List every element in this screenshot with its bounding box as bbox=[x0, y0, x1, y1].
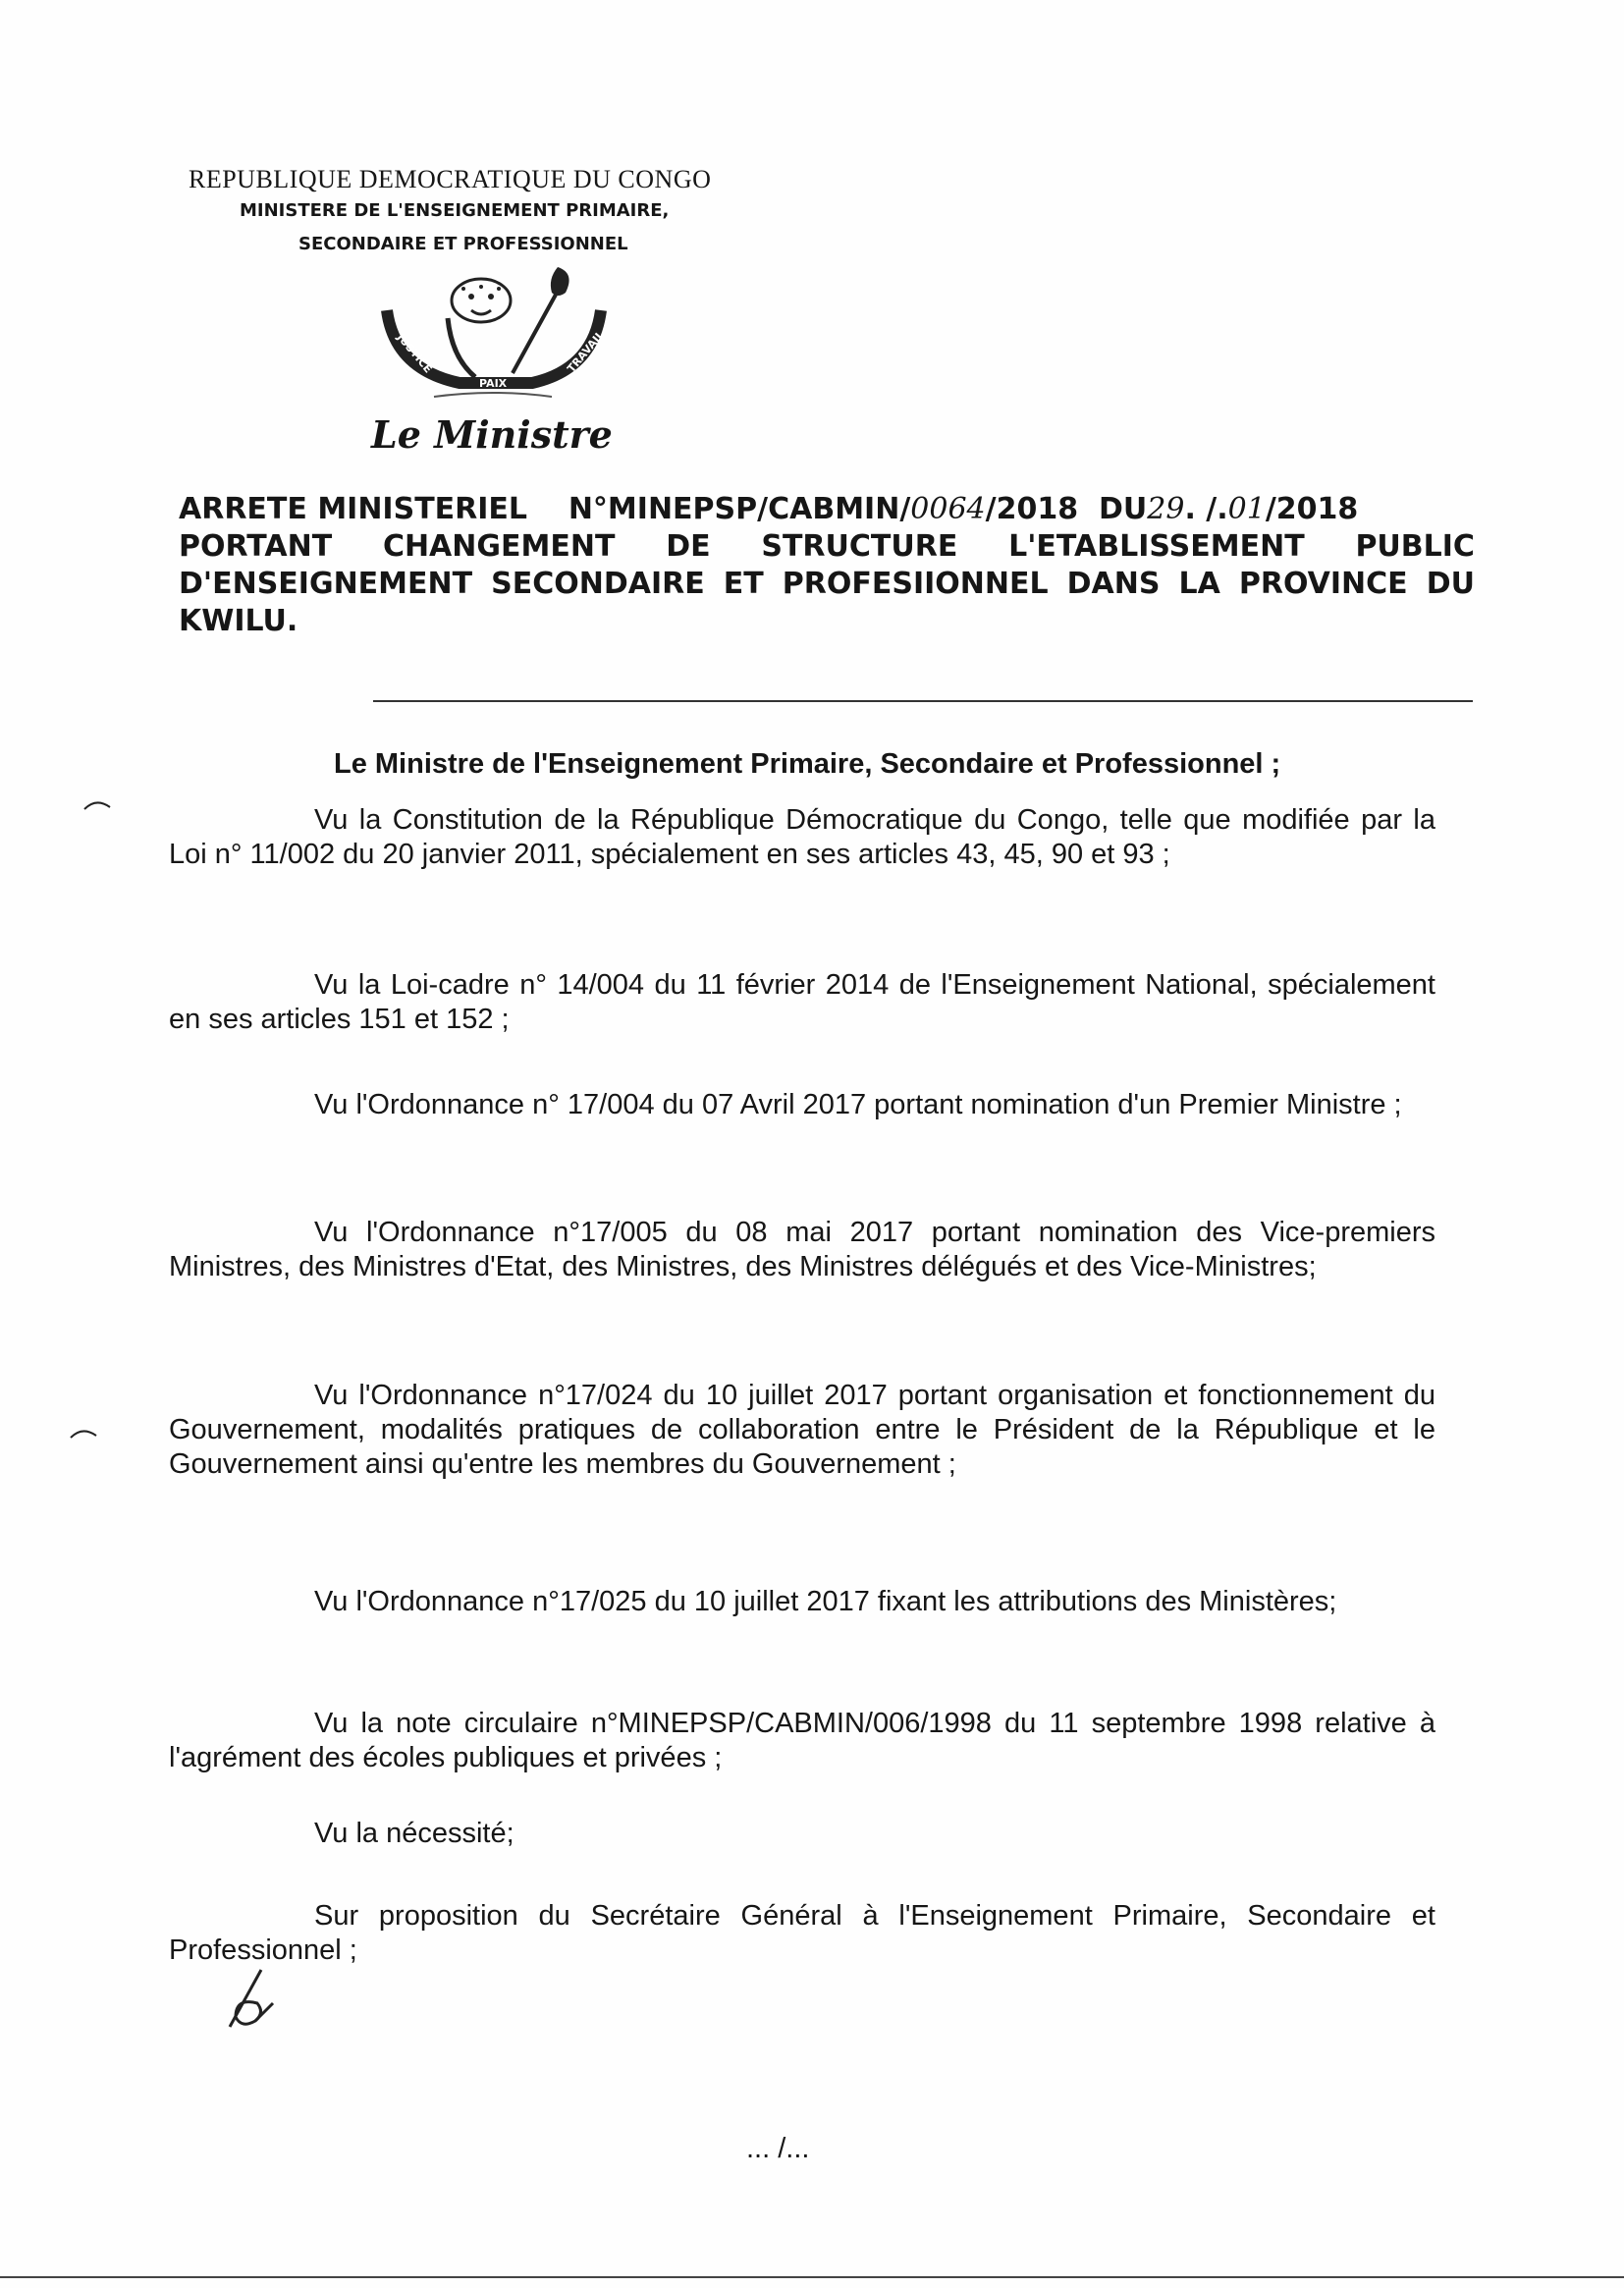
title-word: LA bbox=[1178, 567, 1220, 601]
title-decree-type: ARRETE MINISTERIEL bbox=[179, 492, 528, 526]
title-word: DE bbox=[666, 529, 711, 564]
emblem-motto-right: TRAVAIL bbox=[565, 328, 608, 375]
emblem-motto-center: PAIX bbox=[479, 377, 508, 390]
ministry-heading-line2: SECONDAIRE ET PROFESSIONNEL bbox=[298, 234, 628, 254]
consideration-paragraph: Vu la note circulaire n°MINEPSP/CABMIN/006/1998 du 11 septembre 1998 relative à l'agrément des écoles publiques et privées ; bbox=[169, 1708, 1435, 1773]
title-line-3 bbox=[179, 566, 1475, 603]
page-continuation: ... /... bbox=[746, 2133, 810, 2164]
title-year: /2018 bbox=[985, 492, 1079, 526]
title-divider bbox=[373, 700, 1473, 702]
consideration-paragraph: Vu la Constitution de la République Démocratique du Congo, telle que modifiée par la Loi n° 11/002 du 20 janvier 2011, spécialement en ses articles 43, 45, 90 et 93 ; bbox=[169, 804, 1435, 870]
title-word: DANS bbox=[1066, 567, 1161, 601]
ministry-heading-line1: MINISTERE DE L'ENSEIGNEMENT PRIMAIRE, bbox=[240, 200, 670, 221]
page-bottom-edge bbox=[0, 2276, 1624, 2278]
title-line-4: KWILU. bbox=[179, 604, 298, 638]
title-word: ET bbox=[723, 567, 764, 601]
title-date-month: 01 bbox=[1227, 492, 1266, 526]
consideration-paragraph: Vu la nécessité; bbox=[314, 1818, 514, 1849]
signatory-heading: Le Ministre bbox=[371, 412, 613, 457]
title-number-handwritten: 0064 bbox=[910, 492, 986, 526]
title-ref-prefix: N°MINEPSP/CABMIN/ bbox=[568, 492, 911, 526]
margin-mark-icon bbox=[82, 797, 112, 811]
consideration-paragraph: Vu la Loi-cadre n° 14/004 du 11 février 2014 de l'Enseignement National, spécialement en ses articles 151 et 152 ; bbox=[169, 969, 1435, 1035]
title-word: PROFESIIONNEL bbox=[782, 567, 1049, 601]
title-word: CHANGEMENT bbox=[382, 529, 616, 564]
title-word: STRUCTURE bbox=[761, 529, 958, 564]
title-date-day: 29 bbox=[1147, 492, 1185, 526]
republic-heading: REPUBLIQUE DEMOCRATIQUE DU CONGO bbox=[189, 165, 712, 193]
title-word: PUBLIC bbox=[1355, 529, 1475, 564]
title-word: DU bbox=[1426, 567, 1475, 601]
title-date-year: /2018 bbox=[1265, 492, 1359, 526]
title-word: L'ETABLISSEMENT bbox=[1008, 529, 1305, 564]
title-line-2 bbox=[179, 528, 1475, 566]
title-word: PROVINCE bbox=[1238, 567, 1408, 601]
title-date-separator: . bbox=[1184, 492, 1196, 526]
consideration-paragraph: Vu l'Ordonnance n°17/025 du 10 juillet 2017 fixant les attributions des Ministères; bbox=[314, 1586, 1337, 1617]
consideration-paragraph: Vu l'Ordonnance n° 17/004 du 07 Avril 2017 portant nomination d'un Premier Ministre ; bbox=[314, 1089, 1402, 1120]
decree-title bbox=[179, 491, 1475, 640]
national-emblem-icon bbox=[365, 259, 621, 407]
title-date-prefix: DU bbox=[1098, 492, 1148, 526]
consideration-paragraph: Sur proposition du Secrétaire Général à l'Enseignement Primaire, Secondaire et Professionnel ; bbox=[169, 1900, 1435, 1966]
title-line-1: ARRETE MINISTERIEL N°MINEPSP/CABMIN/0064/2018 DU29. /.01/2018 bbox=[179, 492, 1359, 526]
title-word: D'ENSEIGNEMENT bbox=[179, 567, 473, 601]
emblem-motto-left: JUSTICE bbox=[394, 331, 435, 376]
title-word: PORTANT bbox=[179, 529, 333, 564]
margin-mark-icon bbox=[69, 1426, 98, 1440]
preamble: Le Ministre de l'Enseignement Primaire, Secondaire et Professionnel ; bbox=[334, 748, 1281, 780]
consideration-paragraph: Vu l'Ordonnance n°17/024 du 10 juillet 2017 portant organisation et fonctionnement du Gouvernement, modalités pratiques de collaboration entre le Président de la République et le Gouvernement ainsi qu'entre les membres du Gouvernement ; bbox=[169, 1380, 1435, 1480]
initials-mark-icon bbox=[222, 1964, 281, 2033]
title-word: SECONDAIRE bbox=[491, 567, 705, 601]
consideration-paragraph: Vu l'Ordonnance n°17/005 du 08 mai 2017 portant nomination des Vice-premiers Ministres, des Ministres d'Etat, des Ministres, des Ministres délégués et des Vice-Ministres; bbox=[169, 1217, 1435, 1282]
